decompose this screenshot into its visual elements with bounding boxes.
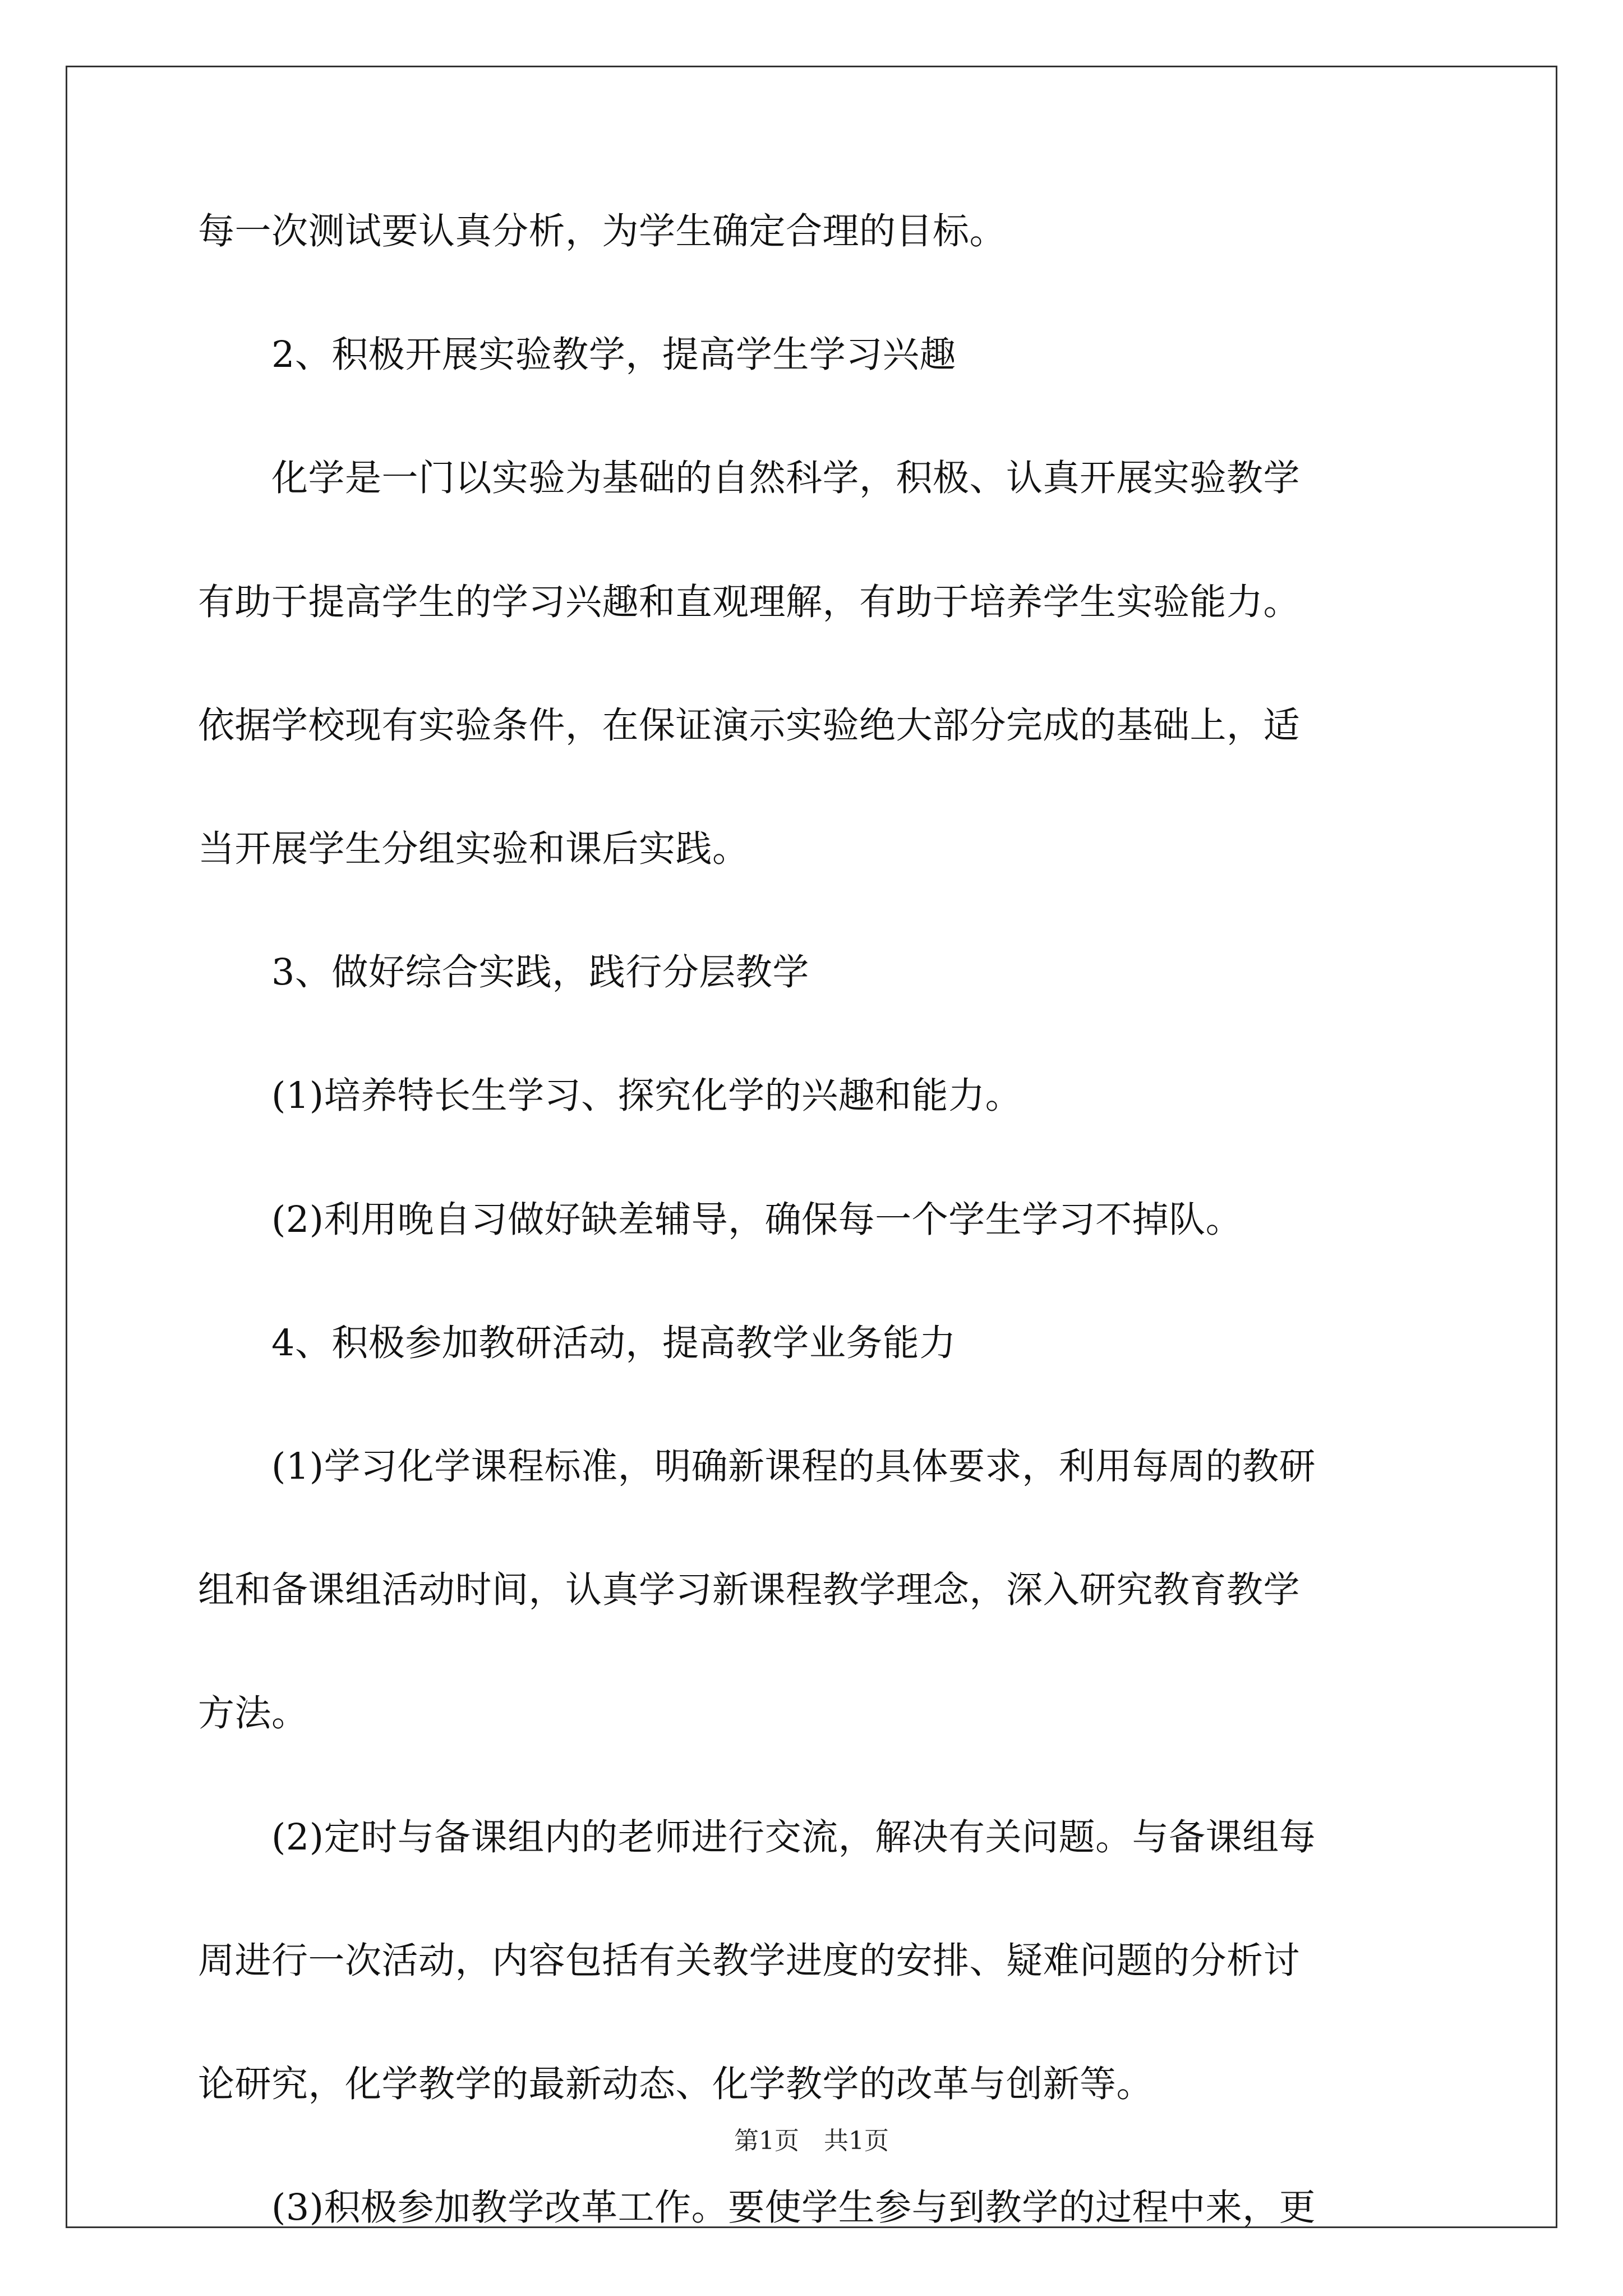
text-line-2: 2、积极开展实验教学，提高学生学习兴趣 [198,334,956,376]
text-line-7: 3、做好综合实践，践行分层教学 [198,951,809,993]
text-line-4: 有助于提高学生的学习兴趣和直观理解，有助于培养学生实验能力。 [198,581,1301,623]
text-line-12: 组和备课组活动时间，认真学习新课程教学理念，深入研究教育教学 [198,1569,1301,1611]
text-line-1: 每一次测试要认真分析，为学生确定合理的目标。 [198,210,1007,252]
text-line-3: 化学是一门以实验为基础的自然科学，积极、认真开展实验教学 [198,457,1301,499]
text-line-8: (1)培养特长生学习、探究化学的兴趣和能力。 [198,1075,1022,1117]
text-line-6: 当开展学生分组实验和课后实践。 [198,828,749,870]
text-line-17: (3)积极参加教学改革工作。要使学生参与到教学的过程中来，更 [198,2187,1316,2229]
text-line-13: 方法。 [198,1692,308,1734]
text-line-15: 周进行一次活动，内容包括有关教学进度的安排、疑难问题的分析讨 [198,1940,1301,1982]
page-number-footer: 第1页 共1页 [734,2127,889,2155]
page-frame [66,66,1557,2228]
text-line-14: (2)定时与备课组内的老师进行交流，解决有关问题。与备课组每 [198,1816,1316,1858]
text-line-11: (1)学习化学课程标准，明确新课程的具体要求，利用每周的教研 [198,1446,1316,1488]
text-line-16: 论研究，化学教学的最新动态、化学教学的改革与创新等。 [198,2063,1154,2105]
text-line-9: (2)利用晚自习做好缺差辅导，确保每一个学生学习不掉队。 [198,1199,1243,1241]
text-line-10: 4、积极参加教研活动，提高教学业务能力 [198,1322,956,1364]
text-line-5: 依据学校现有实验条件，在保证演示实验绝大部分完成的基础上，适 [198,705,1301,747]
